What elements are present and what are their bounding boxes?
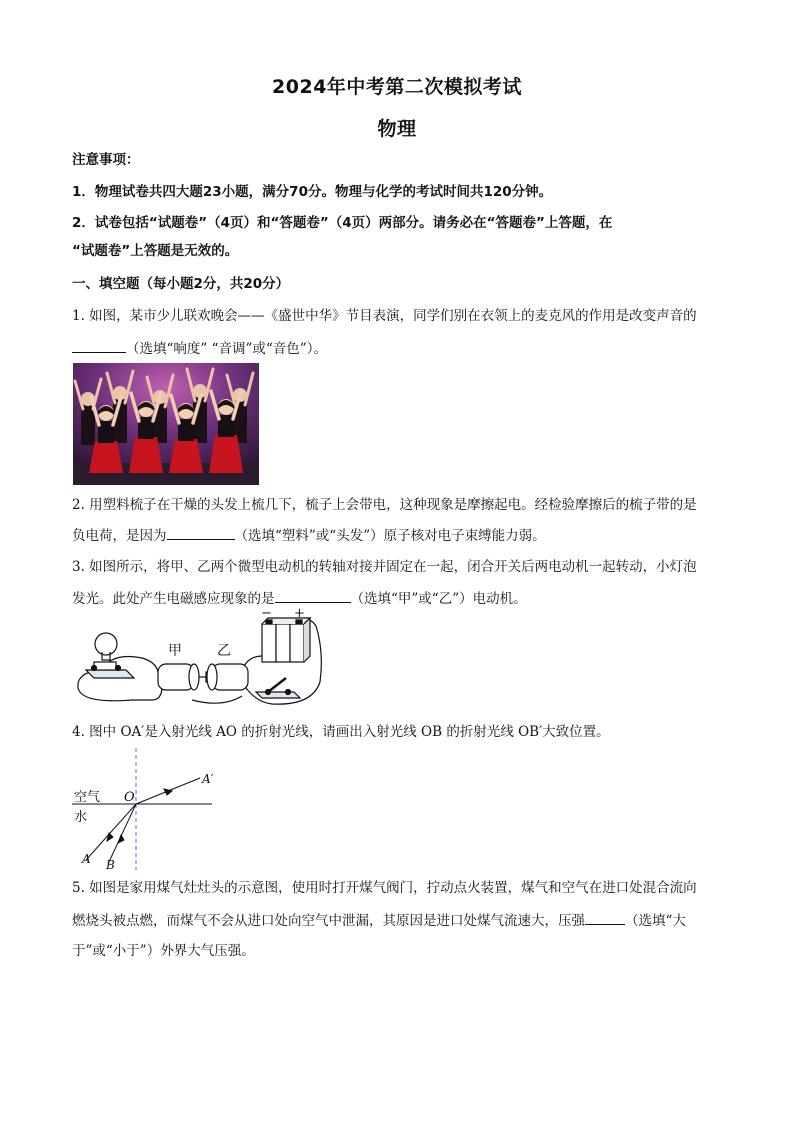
question-5-cont: 燃烧头被点燃，而煤气不会从进口处向空气中泄漏，其原因是进口处煤气流速大，压强 （选填“大 (72, 910, 724, 931)
question-1-cont (72, 338, 724, 359)
motor-circuit-figure (72, 606, 332, 708)
answer-blank (167, 525, 235, 540)
question-5-cont2: 于”或“小于”）外界大气压强。 (72, 943, 255, 959)
battery-plus-label: + (294, 606, 305, 621)
question-3: 3. 如图所示，将甲、乙两个微型电动机的转轴对接并固定在一起，闭合开关后两电动机一起转动，小灯泡 (72, 559, 697, 575)
point-b-label: B (106, 858, 115, 872)
water-label: 水 (74, 810, 88, 825)
question-5: 5. 如图是家用煤气灶灶头的示意图，使用时打开煤气阀门，拧动点火装置，煤气和空气在进口处混合流向 (72, 880, 697, 896)
answer-blank (585, 910, 625, 925)
notice-item-2-cont: “试题卷”上答题是无效的。 (72, 243, 239, 259)
question-1-options: （选填“响度” “音调”或“音色”）。 (126, 341, 327, 357)
battery-minus-label: − (261, 606, 272, 621)
exam-title: 2024年中考第二次模拟考试 (272, 76, 522, 98)
question-2: 2. 用塑料梳子在干燥的头发上梳几下，梳子上会带电，这种现象是摩擦起电。经检验摩擦后的梳子带的是 (72, 497, 697, 513)
question-3-cont: 发光。此处产生电磁感应现象的是 （选填“甲”或“乙”）电动机。 (72, 588, 724, 609)
choir-photo (73, 363, 259, 485)
subject-title: 物理 (377, 118, 417, 140)
motor-label-jia: 甲 (168, 643, 182, 659)
notice-heading: 注意事项： (72, 152, 140, 168)
notice-item-2: 2．试卷包括“试题卷”（4页）和“答题卷”（4页）两部分。请务必在“答题卷”上答题，在 (72, 215, 613, 231)
air-label: 空气 (74, 790, 101, 805)
point-a-label: A (82, 852, 91, 866)
question-4: 4. 图中 OA′是入射光线 AO 的折射光线，请画出入射光线 OB 的折射光线 OB′大致位置。 (72, 724, 610, 740)
refraction-figure (72, 748, 222, 872)
question-1: 1. 如图，某市少儿联欢晚会——《盛世中华》节目表演，同学们别在衣领上的麦克风的作用是改变声音的 (72, 308, 697, 324)
section-heading: 一、填空题（每小题2分，共20分） (72, 276, 290, 292)
question-2-cont: 负电荷，是因为 （选填“塑料”或“头发”）原子核对电子束缚能力弱。 (72, 525, 724, 546)
notice-item-1: 1．物理试卷共四大题23小题，满分70分。物理与化学的考试时间共120分钟。 (72, 184, 553, 200)
motor-label-yi: 乙 (217, 643, 231, 659)
point-o-label: O (124, 790, 135, 805)
answer-blank (275, 588, 351, 603)
answer-blank (72, 338, 126, 353)
point-a-prime-label: A′ (202, 772, 214, 786)
